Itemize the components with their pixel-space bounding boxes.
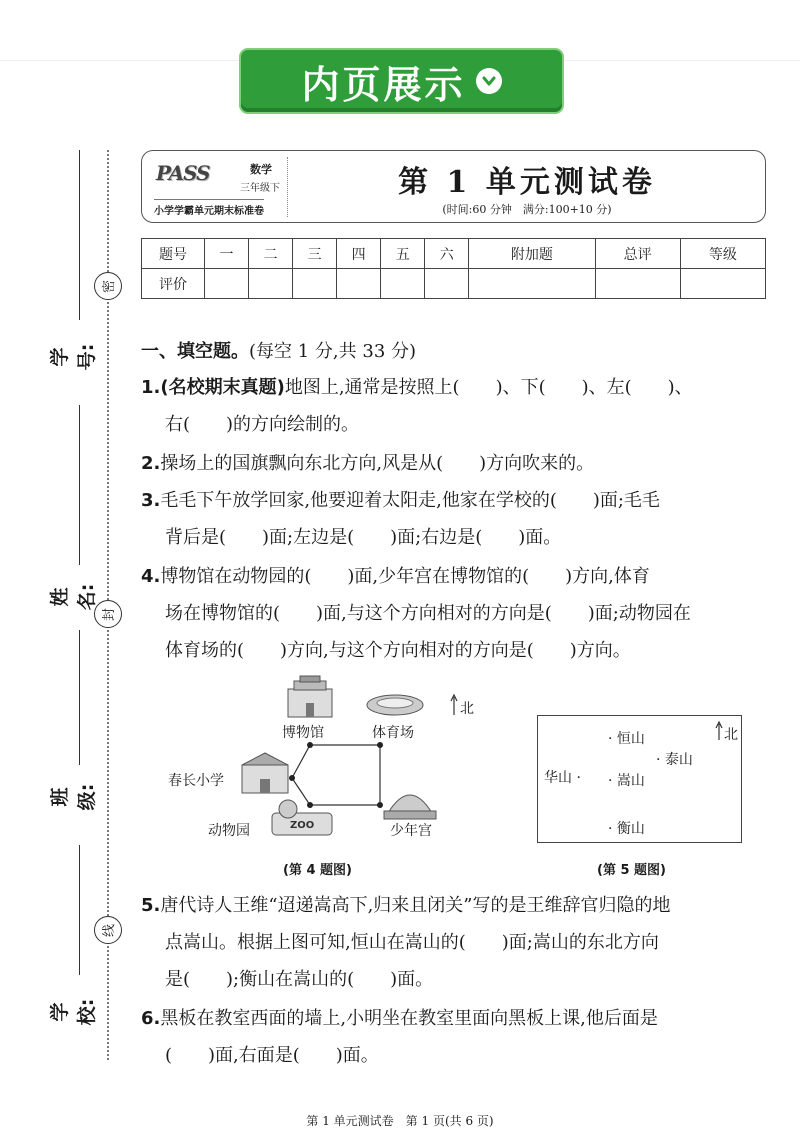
name-label: 姓名: (49, 583, 98, 611)
seal-feng: 封 (94, 600, 122, 628)
stadium-label: 体育场 (372, 725, 414, 741)
seal-mi: 密 (94, 272, 122, 300)
grade-label: 三年级下 (240, 183, 280, 194)
page-subtitle: (时间:60 分钟 满分:100+10 分) (442, 203, 612, 216)
header-divider (287, 157, 288, 217)
exam-header (141, 150, 766, 223)
question-text: 毛毛下午放学回家,他要迎着太阳走,他家在学校的( )面;毛毛 (160, 490, 660, 511)
score-input-cell[interactable] (205, 269, 249, 299)
question-number: 2. (141, 453, 161, 474)
table-cell: 五 (381, 239, 425, 269)
north-arrow-icon (451, 695, 457, 715)
figure-5-map (537, 715, 742, 843)
question-3 (141, 482, 771, 556)
school-line (79, 845, 80, 975)
question-text: 点嵩山。根据上图可知,恒山在嵩山的( )面;嵩山的东北方向 (165, 932, 659, 953)
section-heading: 一、填空题。 (141, 341, 249, 362)
question-4 (141, 558, 771, 669)
question-number: 1. (141, 377, 161, 398)
score-table (141, 238, 766, 299)
table-row (142, 269, 766, 299)
question-text: 地图上,通常是按照上( )、下( )、左( )、 (284, 377, 693, 398)
question-text: 是( );衡山在嵩山的( )面。 (165, 969, 434, 990)
chevron-down-icon (476, 68, 502, 94)
brand-block (154, 159, 294, 215)
museum-label: 博物馆 (282, 725, 324, 741)
table-cell: 评价 (142, 269, 205, 299)
section-note: (每空 1 分,共 33 分) (249, 341, 417, 362)
question-5 (141, 887, 771, 998)
subject-label: 数学 (250, 163, 272, 176)
score-input-cell[interactable] (425, 269, 469, 299)
question-text: 体育场的( )方向,与这个方向相对的方向是( )方向。 (165, 640, 631, 661)
question-1 (141, 369, 771, 443)
class-line (79, 630, 80, 765)
stadium-icon (367, 695, 423, 715)
zoo-label: 动物园 (208, 823, 250, 839)
question-number: 5. (141, 895, 161, 916)
question-tag: (名校期末真题) (160, 377, 285, 398)
songshan-label: · 嵩山 (608, 773, 645, 789)
score-input-cell[interactable] (469, 269, 595, 299)
hengshan-south-label: · 衡山 (608, 821, 645, 837)
route-lines (292, 745, 380, 805)
table-cell: 附加题 (469, 239, 595, 269)
brand-logo: PASS (156, 161, 210, 185)
huashan-label: 华山 · (544, 770, 581, 786)
map-north-label: 北 (724, 727, 738, 743)
question-text: 博物馆在动物园的( )面,少年宫在博物馆的( )方向,体育 (160, 566, 650, 587)
table-cell: 四 (337, 239, 381, 269)
table-cell: 等级 (680, 239, 765, 269)
hengshan-north-label: · 恒山 (608, 731, 645, 747)
north-label: 北 (460, 701, 474, 717)
score-input-cell[interactable] (595, 269, 680, 299)
score-input-cell[interactable] (381, 269, 425, 299)
figure-5-caption: (第 5 题图) (597, 863, 666, 878)
question-text: 背后是( )面;左边是( )面;右边是( )面。 (165, 527, 562, 548)
museum-icon (288, 676, 332, 717)
palace-icon (384, 795, 436, 819)
table-cell: 三 (293, 239, 337, 269)
table-cell: 二 (249, 239, 293, 269)
question-2 (141, 445, 771, 482)
score-input-cell[interactable] (337, 269, 381, 299)
question-text: ( )面,右面是( )面。 (165, 1045, 379, 1066)
zoo-sign-label: ZOO (290, 820, 315, 831)
score-input-cell[interactable] (680, 269, 765, 299)
palace-label: 少年宫 (390, 823, 432, 839)
name-line (79, 405, 80, 565)
taishan-label: · 泰山 (656, 752, 693, 768)
question-text: 场在博物馆的( )面,与这个方向相对的方向是( )面;动物园在 (165, 603, 691, 624)
class-label: 班级: (49, 783, 98, 811)
table-cell: 六 (425, 239, 469, 269)
question-6 (141, 1000, 771, 1074)
student-id-label: 学号: (49, 343, 98, 371)
question-text: 操场上的国旗飘向东北方向,风是从( )方向吹来的。 (160, 453, 595, 474)
seal-xian: 线 (94, 916, 122, 944)
school-label: 春长小学 (168, 773, 224, 789)
school-icon (242, 753, 288, 793)
table-cell: 题号 (142, 239, 205, 269)
page-title: 第 1 单元测试卷 (398, 165, 656, 200)
section-title (141, 337, 416, 363)
page-footer: 第 1 单元测试卷 第 1 页(共 6 页) (306, 1114, 494, 1128)
table-cell: 总评 (595, 239, 680, 269)
figure-4-caption: (第 4 题图) (283, 863, 352, 878)
score-input-cell[interactable] (293, 269, 337, 299)
preview-banner[interactable] (239, 48, 564, 114)
student-id-line (79, 150, 80, 320)
banner-label: 内页展示 (301, 62, 466, 107)
score-input-cell[interactable] (249, 269, 293, 299)
question-number: 3. (141, 490, 161, 511)
table-cell: 一 (205, 239, 249, 269)
school-label: 学校: (49, 998, 98, 1026)
table-row (142, 239, 766, 269)
question-text: 唐代诗人王维“迢递嵩高下,归来且闭关”写的是王维辞官归隐的地 (160, 895, 671, 916)
question-number: 6. (141, 1008, 161, 1029)
series-label: 小学学霸单元期末标准卷 (154, 199, 264, 217)
question-number: 4. (141, 566, 161, 587)
question-text: 右( )的方向绘制的。 (165, 414, 360, 435)
question-text: 黑板在教室西面的墙上,小明坐在教室里面向黑板上课,他后面是 (160, 1008, 658, 1029)
